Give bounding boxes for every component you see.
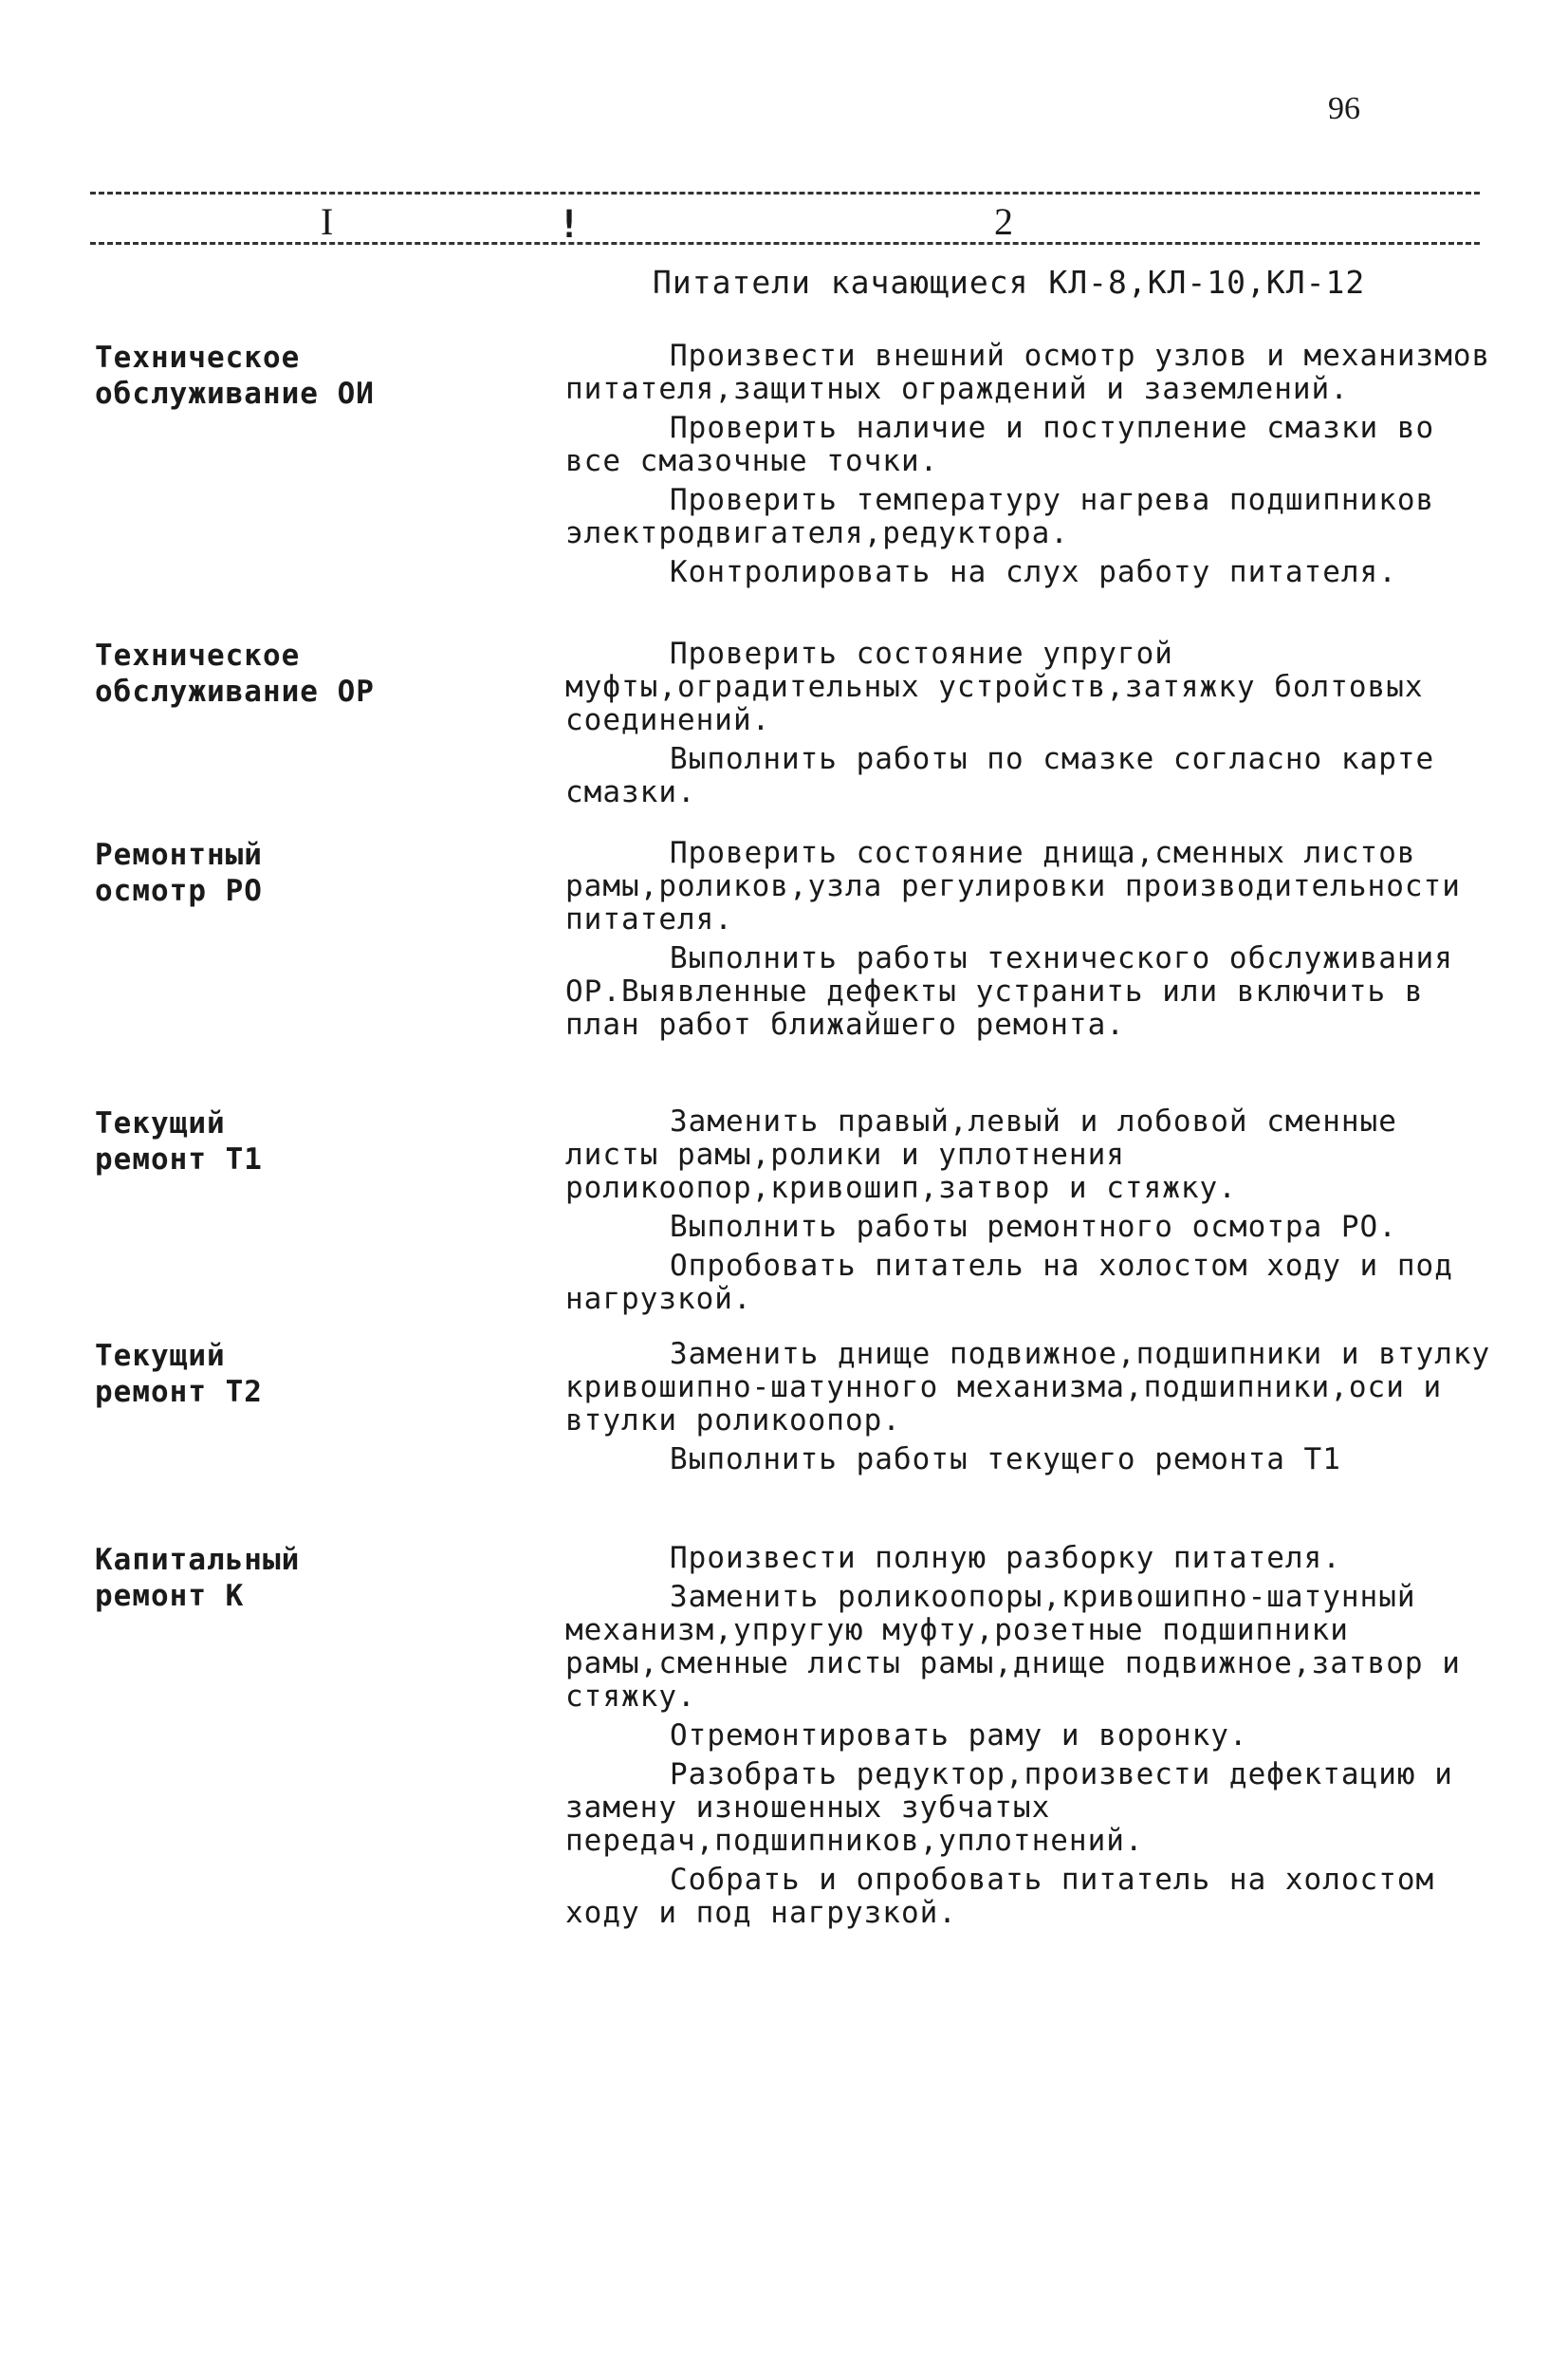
column-2-number: 2: [994, 200, 1013, 243]
row-label: Текущий ремонт Т1: [95, 1106, 263, 1177]
row-description: [565, 340, 1495, 595]
row-description: [565, 1542, 1495, 1936]
description-paragraph: Проверить температуру нагрева подшипников электродвигателя,редуктора.: [565, 483, 1435, 550]
description-paragraph: Контролировать на слух работу питателя.: [670, 555, 1397, 589]
row-label: Ремонтный осмотр РО: [95, 838, 263, 908]
row-description: [565, 638, 1495, 815]
row-label: Текущий ремонт Т2: [95, 1339, 263, 1409]
description-paragraph: Выполнить работы технического обслуживания ОР.Выявленные дефекты устранить или включить в план работ ближайшего ремонта.: [565, 941, 1453, 1042]
row-label: Техническое обслуживание ОИ: [95, 341, 375, 411]
description-paragraph: Выполнить работы по смазке согласно карте смазки.: [565, 742, 1435, 809]
description-paragraph: Произвести полную разборку питателя.: [670, 1541, 1341, 1575]
page-number: 96: [1328, 91, 1360, 126]
header-bottom-rule: [90, 242, 1480, 245]
description-paragraph: Заменить роликоопоры,кривошипно-шатунный механизм,упругую муфту,розетные подшипники рамы,сменные листы рамы,днище подвижное,затвор и стяжку.: [565, 1580, 1461, 1714]
description-paragraph: Проверить состояние днища,сменных листов рамы,роликов,узла регулировки производительности питателя.: [565, 836, 1461, 937]
description-paragraph: Заменить днище подвижное,подшипники и втулку кривошипно-шатунного механизма,подшипники,оси и втулки роликоопор.: [565, 1337, 1491, 1438]
description-paragraph: Выполнить работы текущего ремонта Т1: [670, 1442, 1341, 1476]
row-description: [565, 1105, 1495, 1322]
row-description: [565, 837, 1495, 1048]
description-paragraph: Проверить состояние упругой муфты,оградительных устройств,затяжку болтовых соединений.: [565, 637, 1424, 737]
row-description: [565, 1338, 1495, 1482]
row-label: Техническое обслуживание ОР: [95, 639, 375, 709]
description-paragraph: Опробовать питатель на холостом ходу и под нагрузкой.: [565, 1249, 1453, 1316]
description-paragraph: Заменить правый,левый и лобовой сменные листы рамы,ролики и уплотнения роликоопор,кривошип,затвор и стяжку.: [565, 1104, 1397, 1205]
description-paragraph: Собрать и опробовать питатель на холостом ходу и под нагрузкой.: [565, 1863, 1435, 1930]
description-paragraph: Отремонтировать раму и воронку.: [670, 1718, 1248, 1753]
header-top-rule: [90, 192, 1480, 195]
section-title: Питатели качающиеся КЛ-8,КЛ-10,КЛ-12: [653, 264, 1366, 301]
column-separator: !: [558, 203, 581, 247]
description-paragraph: Произвести внешний осмотр узлов и механизмов питателя,защитных ограждений и заземлений.: [565, 339, 1491, 406]
row-label: Капитальный ремонт К: [95, 1543, 301, 1613]
column-1-number: I: [321, 200, 334, 243]
description-paragraph: Разобрать редуктор,произвести дефектацию и замену изношенных зубчатых передач,подшипников,уплотнений.: [565, 1757, 1453, 1858]
description-paragraph: Проверить наличие и поступление смазки во все смазочные точки.: [565, 411, 1435, 478]
description-paragraph: Выполнить работы ремонтного осмотра РО.: [670, 1210, 1397, 1244]
